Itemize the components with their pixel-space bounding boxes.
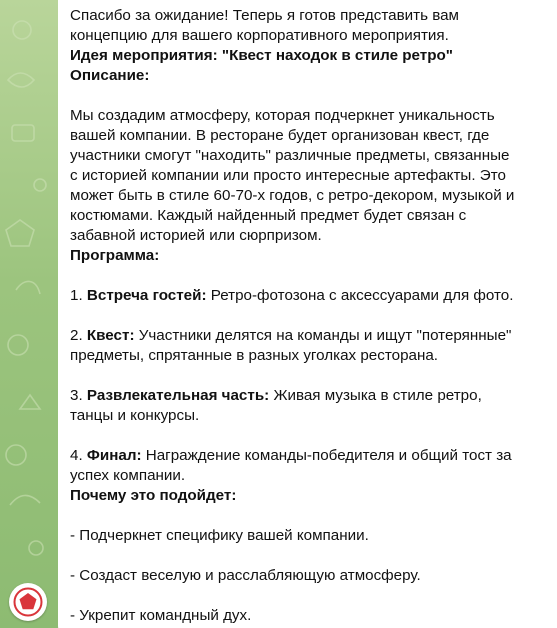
program-item-text: предметы, спрятанные в разных уголках ресторана. <box>70 347 439 364</box>
paragraph-spacer <box>70 266 547 286</box>
sender-avatar[interactable] <box>9 583 47 621</box>
paragraph-spacer <box>70 586 547 606</box>
paragraph-spacer <box>70 306 547 326</box>
program-item-3 <box>70 386 547 406</box>
program-item-text: Живая музыка в стиле ретро, <box>273 387 482 404</box>
message-intro-line: концепцию для вашего корпоративного мероприятия. <box>70 27 449 44</box>
program-item-title: Квест: <box>86 327 135 344</box>
program-item-number: 4. <box>70 447 83 464</box>
description-line: Мы создадим атмосферу, которая подчеркнет уникальность <box>70 107 495 124</box>
program-heading: Программа: <box>70 247 160 264</box>
description-line: костюмами. Каждый найденный предмет будет связан с <box>70 207 467 224</box>
program-item-text: танцы и конкурсы. <box>70 407 200 424</box>
paragraph-spacer <box>70 86 547 106</box>
program-item-text: Участники делятся на команды и ищут "потерянные" <box>138 327 512 344</box>
message-bubble[interactable] <box>58 0 557 628</box>
program-item-number: 2. <box>70 327 83 344</box>
program-item-1 <box>70 286 547 306</box>
program-item-text: Награждение команды-победителя и общий тост за <box>145 447 512 464</box>
paragraph-spacer <box>70 426 547 446</box>
paragraph-spacer <box>70 546 547 566</box>
description-line: забавной историей или сюрпризом. <box>70 227 322 244</box>
paragraph-spacer <box>70 366 547 386</box>
program-item-title: Встреча гостей: <box>86 287 207 304</box>
program-item-4 <box>70 446 547 466</box>
red-pentagon-logo-icon <box>13 587 43 617</box>
why-heading: Почему это подойдет: <box>70 487 237 504</box>
program-item-number: 3. <box>70 387 83 404</box>
description-line: вашей компании. В ресторане будет организован квест, где <box>70 127 490 144</box>
program-item-title: Развлекательная часть: <box>86 387 270 404</box>
description-line: может быть в стиле 60-70-х годов, с ретро-декором, музыкой и <box>70 187 515 204</box>
why-list-item: - Создаст веселую и расслабляющую атмосферу. <box>70 567 421 584</box>
description-line: с историей компании или просто интересные артефакты. Это <box>70 167 506 184</box>
program-item-number: 1. <box>70 287 83 304</box>
program-item-text: успех компании. <box>70 467 186 484</box>
program-item-2 <box>70 326 547 346</box>
message-intro-line: Спасибо за ожидание! Теперь я готов представить вам <box>70 7 459 24</box>
why-list-item: - Подчеркнет специфику вашей компании. <box>70 527 369 544</box>
description-line: участники смогут "находить" различные предметы, связанные <box>70 147 510 164</box>
paragraph-spacer <box>70 506 547 526</box>
program-item-text: Ретро-фотозона с аксессуарами для фото. <box>210 287 514 304</box>
description-heading: Описание: <box>70 67 150 84</box>
program-item-title: Финал: <box>86 447 142 464</box>
idea-heading: Идея мероприятия: "Квест находок в стиле ретро" <box>70 47 453 64</box>
why-list-item: - Укрепит командный дух. <box>70 607 252 624</box>
